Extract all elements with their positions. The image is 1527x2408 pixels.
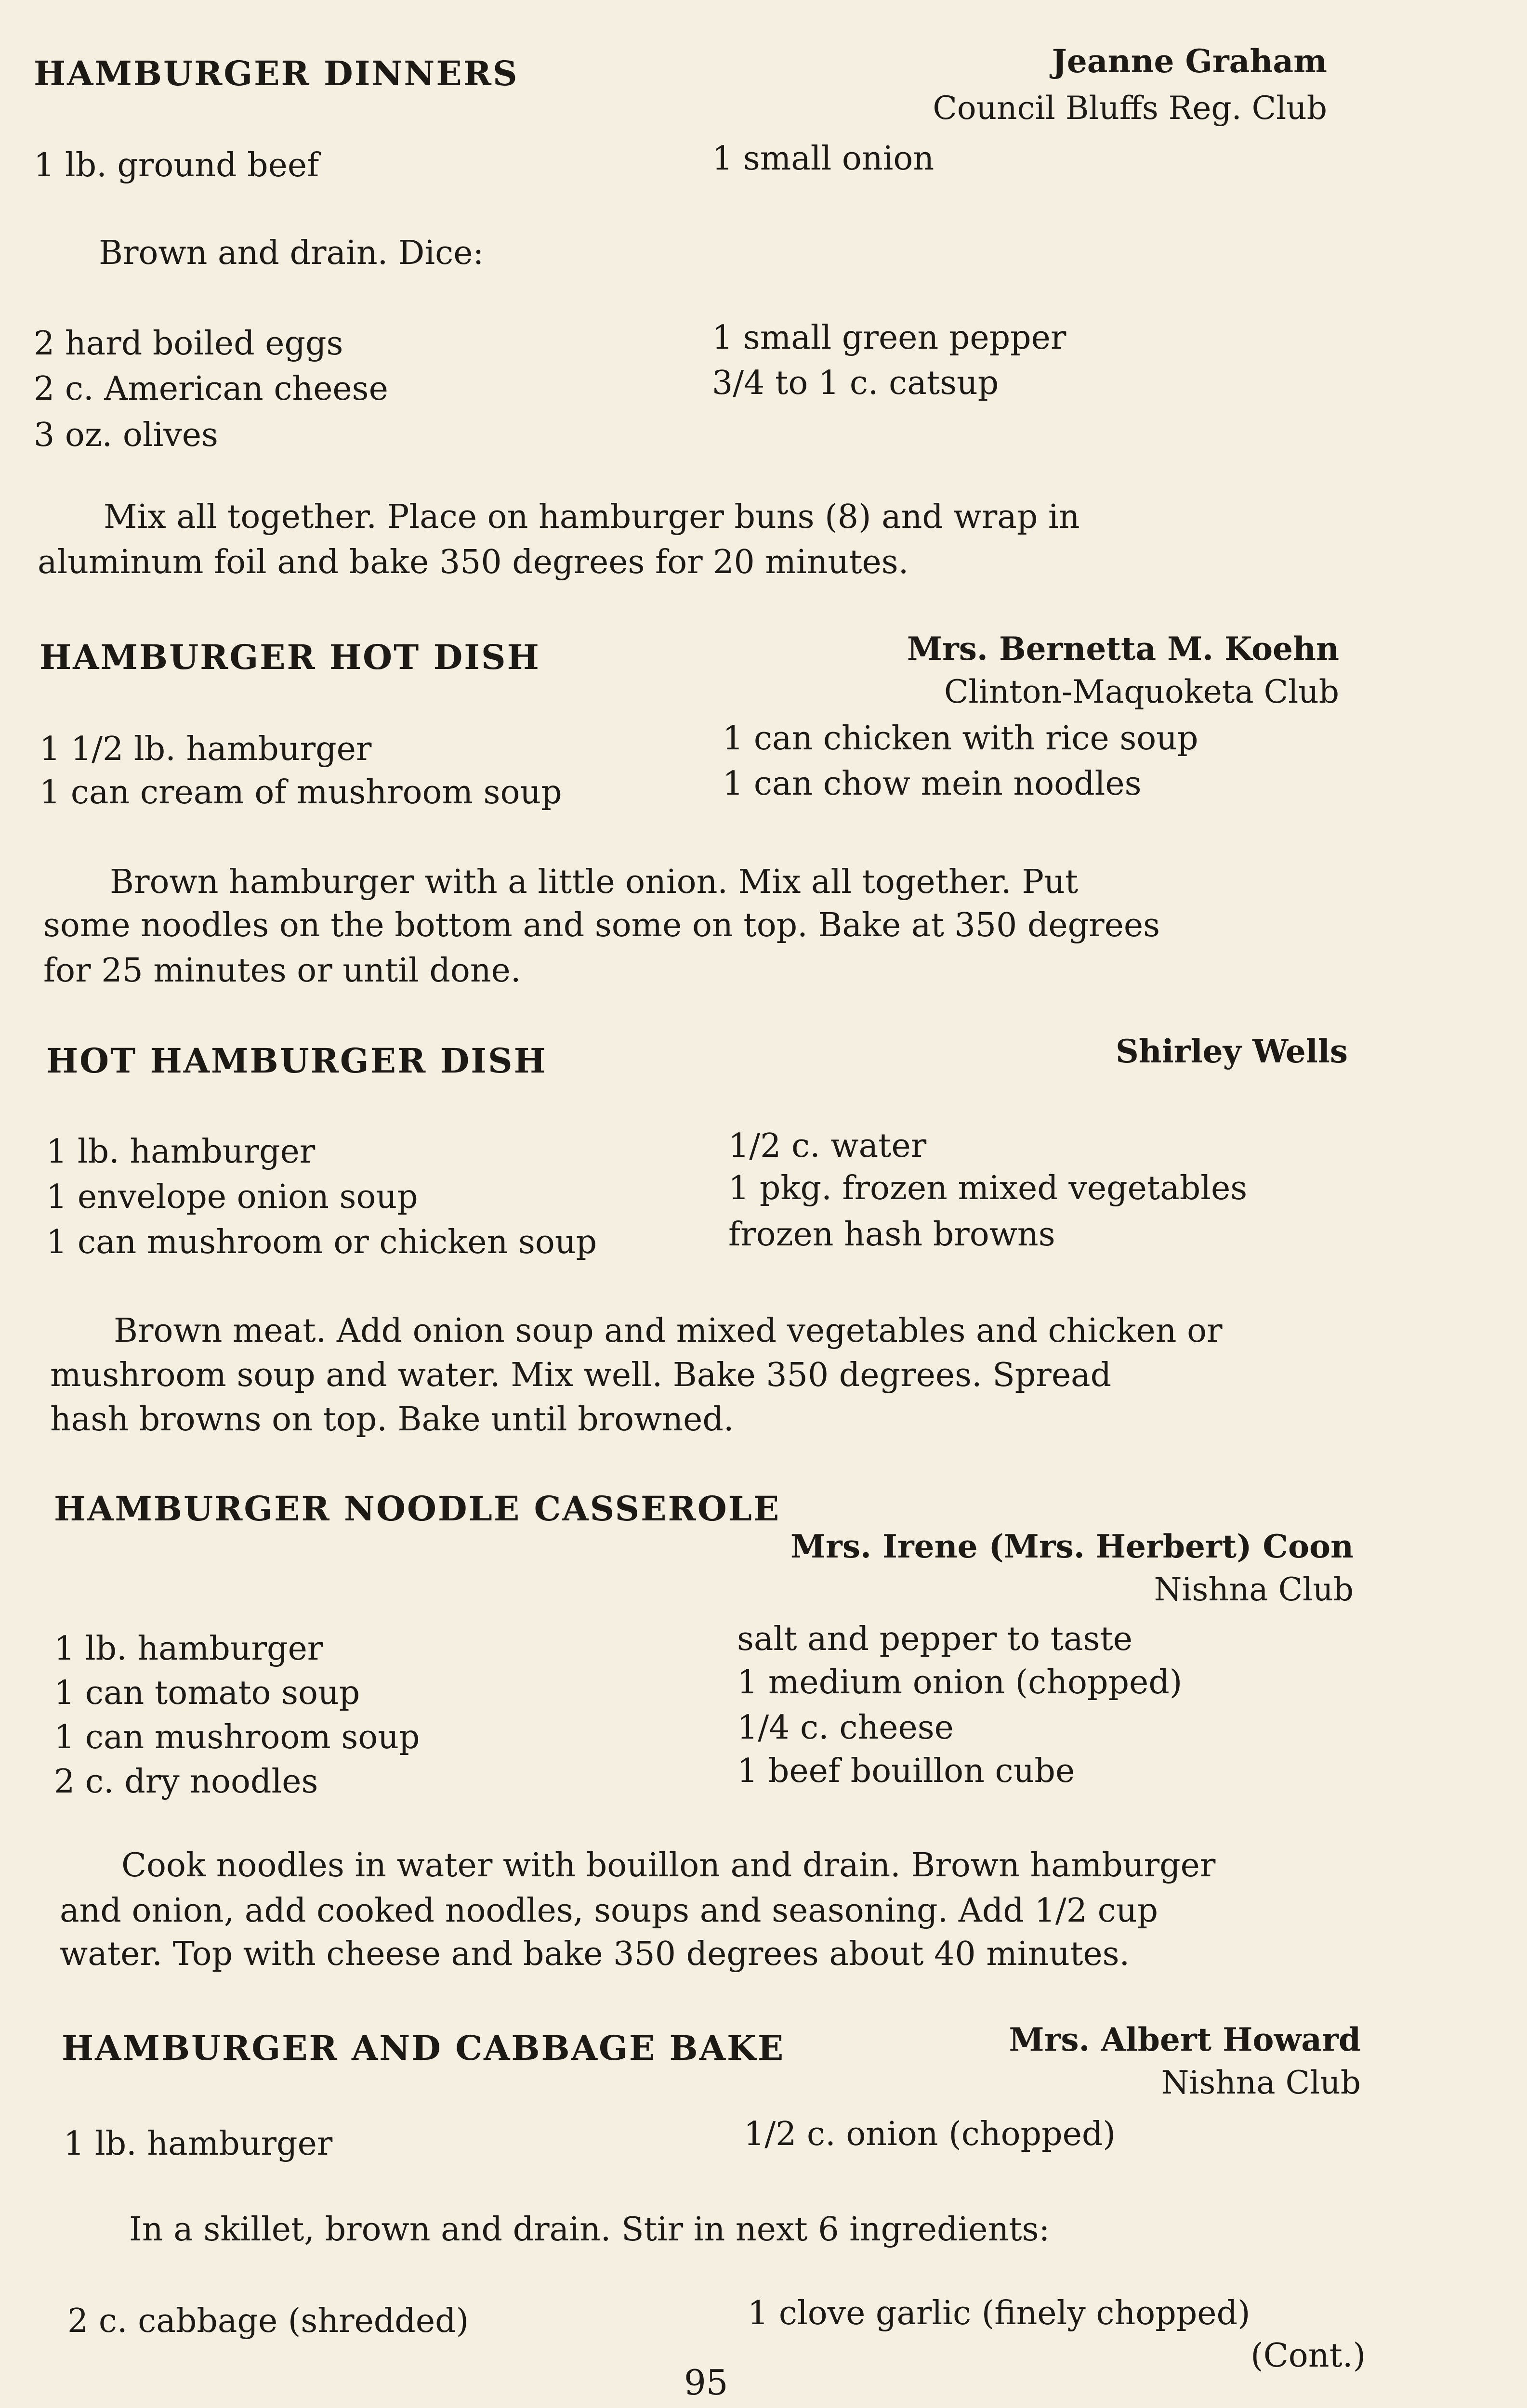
ingredient: 1 can chow mein noodles	[723, 765, 1142, 803]
recipe-author: Mrs. Bernetta M. Koehn	[907, 630, 1339, 667]
ingredient: 1 can mushroom soup	[54, 1718, 420, 1756]
instruction-line: and onion, add cooked noodles, soups and seasoning. Add 1/2 cup	[60, 1892, 1158, 1930]
ingredient: frozen hash browns	[728, 1216, 1055, 1254]
ingredient: 3 oz. olives	[34, 416, 218, 454]
instruction-line: hash browns on top. Bake until browned.	[50, 1400, 734, 1439]
ingredient: 1 small green pepper	[712, 319, 1066, 357]
ingredient: 1/4 c. cheese	[737, 1709, 954, 1747]
recipe-title: HAMBURGER AND CABBAGE BAKE	[62, 2028, 785, 2068]
instruction-line: Brown meat. Add onion soup and mixed vegetables and chicken or	[114, 1312, 1223, 1350]
instruction-line: Mix all together. Place on hamburger buns (8) and wrap in	[104, 498, 1080, 536]
ingredient: 1/2 c. onion (chopped)	[744, 2115, 1116, 2153]
ingredient: 1 can chicken with rice soup	[723, 720, 1198, 758]
ingredient: 2 c. American cheese	[34, 370, 388, 408]
instruction-line: some noodles on the bottom and some on top. Bake at 350 degrees	[43, 906, 1160, 944]
recipe-club: Council Bluffs Reg. Club	[933, 90, 1327, 127]
recipe-title: HAMBURGER DINNERS	[34, 53, 519, 93]
recipe-author: Shirley Wells	[1116, 1033, 1348, 1070]
recipe-author: Jeanne Graham	[1052, 42, 1327, 80]
ingredient: 1 can cream of mushroom soup	[39, 773, 562, 811]
instruction-line: Brown hamburger with a little onion. Mix all together. Put	[110, 863, 1079, 901]
recipe-title: HAMBURGER NOODLE CASSEROLE	[54, 1489, 781, 1529]
ingredient: 1 can tomato soup	[54, 1674, 360, 1712]
recipe-title: HAMBURGER HOT DISH	[39, 637, 540, 677]
instruction-line: water. Top with cheese and bake 350 degrees about 40 minutes.	[60, 1935, 1130, 1973]
ingredient: 1 envelope onion soup	[46, 1178, 418, 1216]
ingredient: salt and pepper to taste	[737, 1620, 1133, 1658]
ingredient: 1 lb. hamburger	[54, 1630, 323, 1668]
ingredient: 1 beef bouillon cube	[737, 1752, 1075, 1790]
ingredient: 2 c. dry noodles	[54, 1763, 318, 1801]
instruction-line: In a skillet, brown and drain. Stir in next 6 ingredients:	[129, 2211, 1050, 2249]
ingredient: 1 can mushroom or chicken soup	[46, 1223, 597, 1261]
instruction-line: Cook noodles in water with bouillon and drain. Brown hamburger	[121, 1846, 1216, 1885]
ingredient: 2 c. cabbage (shredded)	[67, 2302, 469, 2340]
ingredient: 3/4 to 1 c. catsup	[712, 364, 999, 402]
recipe-club: Nishna Club	[1161, 2064, 1361, 2101]
ingredient: 2 hard boiled eggs	[34, 325, 343, 363]
ingredient: 1 lb. hamburger	[64, 2125, 333, 2163]
ingredient: 1 lb. ground beef	[34, 146, 319, 184]
ingredient: 1 pkg. frozen mixed vegetables	[728, 1169, 1248, 1207]
ingredient: 1/2 c. water	[728, 1127, 927, 1165]
recipe-club: Clinton-Maquoketa Club	[944, 673, 1339, 710]
ingredient: 1 lb. hamburger	[46, 1133, 316, 1171]
ingredient: 1 clove garlic (finely chopped)	[748, 2294, 1251, 2332]
ingredient: 1 small onion	[712, 140, 935, 178]
instruction-line: for 25 minutes or until done.	[43, 952, 521, 990]
instruction-line: mushroom soup and water. Mix well. Bake 350 degrees. Spread	[50, 1356, 1112, 1394]
continued-note: (Cont.)	[1251, 2337, 1366, 2375]
recipe-club: Nishna Club	[1154, 1571, 1354, 1608]
ingredient: 1 medium onion (chopped)	[737, 1663, 1183, 1701]
page-number: 95	[684, 2362, 728, 2403]
recipe-title: HOT HAMBURGER DISH	[46, 1041, 547, 1081]
instruction-line: aluminum foil and bake 350 degrees for 20 minutes.	[38, 543, 909, 581]
instruction-line: Brown and drain. Dice:	[99, 234, 484, 272]
ingredient: 1 1/2 lb. hamburger	[39, 730, 372, 768]
recipe-author: Mrs. Albert Howard	[1009, 2021, 1361, 2058]
recipe-author: Mrs. Irene (Mrs. Herbert) Coon	[790, 1528, 1354, 1565]
